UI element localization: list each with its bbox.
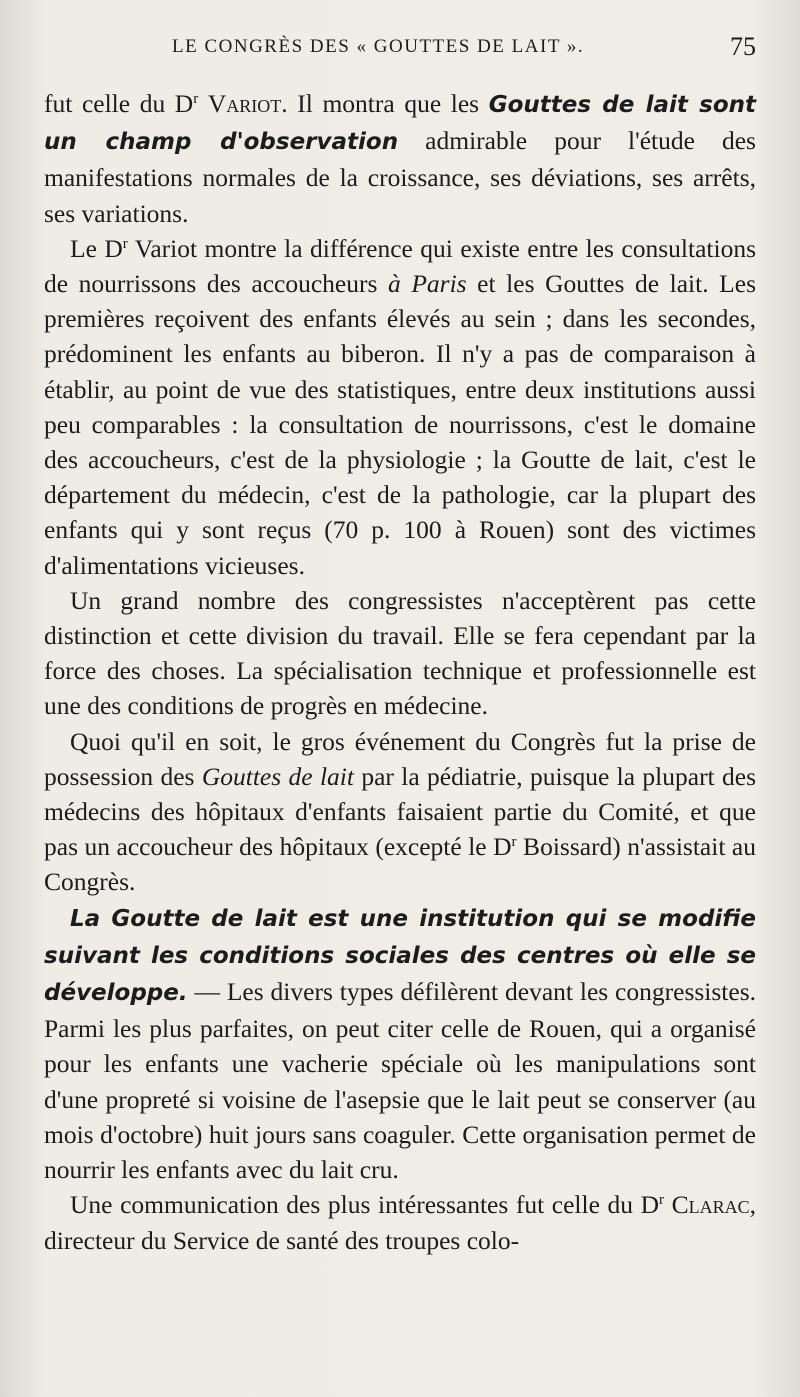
text-run: Quoi qu'il en soit, le gros événement du Congrès fut la prise de possession des bbox=[44, 726, 756, 791]
text-run: Le D bbox=[70, 233, 123, 263]
page-number: 75 bbox=[730, 32, 756, 61]
paragraph-4 bbox=[44, 724, 756, 900]
text-run: fut celle du D bbox=[44, 89, 194, 118]
emphasis-bold: La Goutte de lait est une institution qui se modifie suivant les conditions sociales des centres où elle se développe. bbox=[44, 905, 756, 1007]
text-run: . Il montra que les bbox=[281, 89, 489, 118]
paragraph-5 bbox=[44, 900, 756, 1188]
running-title: LE CONGRÈS DES « GOUTTES DE LAIT ». bbox=[172, 36, 585, 57]
emphasis-italic: à Paris bbox=[388, 269, 467, 299]
text-run: Un grand nombre des congressistes n'acceptèrent pas cette distinction et cette division du travail. Elle se fera cependant par la force des choses. La spécialisation technique et professionnelle est une des conditions de progrès en médecine. bbox=[44, 585, 756, 721]
text-run: — Les divers types défilèrent devant les congressistes. Parmi les plus parfaites, on peut citer celle de Rouen, qui a organisé pour les enfants une vacherie spéciale où les manipulations sont d'une propreté si voisine de l'asepsie que le lait peut se conserver (au mois d'octobre) huit jours sans coaguler. Cette organisation permet de nourrir les enfants avec du lait cru. bbox=[44, 977, 756, 1185]
author-name: Clarac bbox=[671, 1190, 750, 1220]
emphasis-italic: Gouttes de lait bbox=[201, 761, 354, 791]
text-run: , directeur du Service de santé des troupes colo- bbox=[44, 1190, 756, 1255]
paragraph-6 bbox=[44, 1187, 756, 1257]
superscript: r bbox=[511, 834, 517, 851]
text-run: et les Gouttes de lait. Les premières reçoivent des enfants élevés au sein ; dans les secondes, prédominent les enfants au biberon. Il n'y a pas de comparaison à établir, au point de vue des statistiques, entre deux institutions aussi peu comparables : la consultation de nourrissons, c'est le domaine des accoucheurs, c'est de la physiologie ; la Goutte de lait, c'est le département du médecin, c'est de la pathologie, car la plupart des enfants qui y sont reçus (70 p. 100 à Rouen) sont des victimes d'alimentations vicieuses. bbox=[44, 269, 756, 580]
superscript: r bbox=[122, 235, 128, 252]
author-name: Variot bbox=[207, 89, 282, 118]
emphasis-bold: Gouttes de lait sont un champ d'observation bbox=[44, 92, 757, 156]
running-head bbox=[44, 34, 756, 70]
paragraph-1 bbox=[44, 86, 756, 231]
paragraph-3 bbox=[44, 583, 756, 724]
superscript: r bbox=[193, 91, 199, 107]
text-run: Une communication des plus intéressantes fut celle du D bbox=[70, 1190, 660, 1220]
text-run: Variot montre la différence qui existe entre les consultations de nourrissons des accoucheurs bbox=[44, 233, 756, 299]
body-text bbox=[44, 86, 756, 1258]
text-run: admirable pour l'étude des manifestations normales de la croissance, ses déviations, ses arrêts, ses variations. bbox=[44, 126, 756, 228]
text-run: par la pédiatrie, puisque la plupart des médecins des hôpitaux d'enfants faisaient partie du Comité, et que pas un accoucheur des hôpitaux (excepté le D bbox=[44, 761, 757, 862]
text-run: Boissard) n'assistait au Congrès. bbox=[44, 832, 756, 897]
superscript: r bbox=[659, 1192, 665, 1209]
paragraph-2 bbox=[44, 231, 756, 583]
